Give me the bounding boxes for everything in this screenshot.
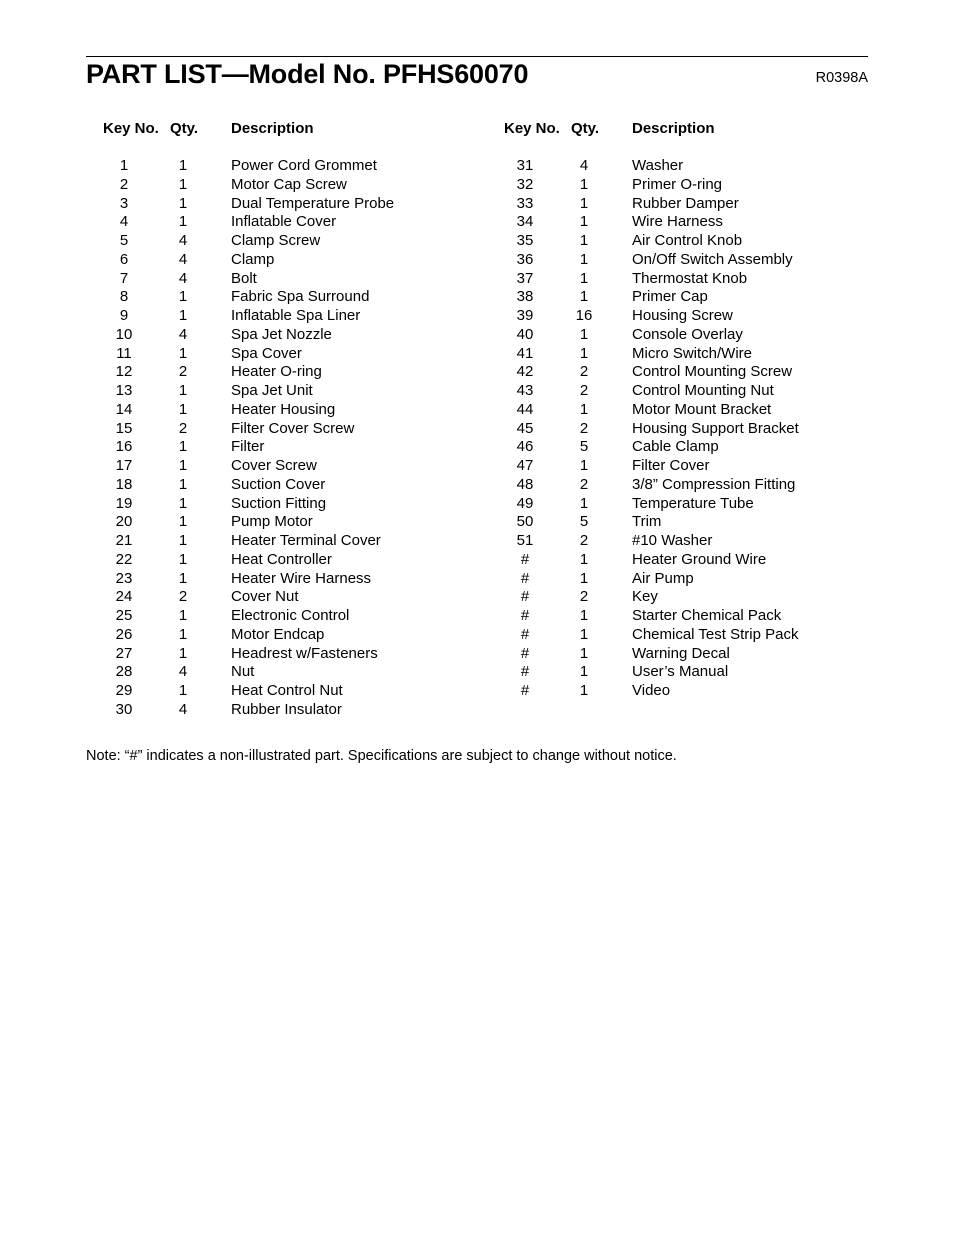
part-description: #10 Washer [632, 532, 713, 549]
table-row [487, 588, 887, 607]
part-key-no: 20 [115, 513, 133, 531]
part-key-no: # [520, 625, 530, 643]
part-key-no: 4 [119, 213, 129, 231]
part-qty: 5 [579, 513, 589, 531]
part-description: Key [632, 588, 658, 606]
table-row [487, 645, 887, 664]
table-row [487, 326, 887, 345]
part-qty: 1 [178, 550, 188, 568]
table-row [487, 663, 887, 682]
part-qty: 1 [178, 288, 188, 306]
part-key-no: 39 [516, 307, 534, 324]
part-qty: 1 [579, 682, 589, 699]
table-row [86, 532, 486, 551]
table-row [86, 345, 486, 364]
table-row [487, 438, 887, 457]
header-description: Description [231, 120, 314, 137]
part-key-no: # [520, 644, 530, 662]
table-row [487, 682, 887, 701]
header-description: Description [632, 120, 715, 137]
part-qty: 2 [579, 588, 589, 606]
part-qty: 5 [579, 438, 589, 456]
table-row [86, 645, 486, 664]
part-key-no: 33 [516, 194, 534, 212]
part-key-no: 23 [115, 569, 133, 587]
part-description: Micro Switch/Wire [632, 344, 753, 362]
part-description: Rubber Insulator [231, 700, 342, 718]
table-row [86, 420, 486, 439]
part-key-no: 18 [115, 475, 133, 493]
part-key-no: 8 [119, 288, 129, 306]
table-header [86, 119, 486, 139]
page-title: PART LIST—Model No. PFHS60070 [86, 59, 529, 89]
part-description: Bolt [231, 269, 257, 287]
part-description: Heat Controller [231, 550, 332, 568]
part-description: Motor Endcap [231, 625, 325, 643]
part-qty: 2 [579, 382, 589, 399]
part-key-no: 27 [115, 644, 133, 662]
table-row [86, 176, 486, 195]
part-qty: 1 [178, 400, 188, 418]
part-description: Control Mounting Nut [632, 382, 774, 399]
part-key-no: 30 [115, 700, 133, 718]
part-description: Suction Cover [231, 475, 326, 493]
part-key-no: 44 [516, 400, 534, 418]
part-key-no: 16 [115, 438, 133, 456]
part-key-no: 31 [516, 157, 534, 174]
part-key-no: 13 [115, 382, 133, 399]
part-key-no: 12 [115, 363, 133, 381]
part-qty: 1 [579, 644, 589, 662]
part-key-no: 28 [115, 663, 133, 681]
part-description: Cover Nut [231, 588, 299, 606]
part-qty: 1 [178, 644, 188, 662]
parts-table-left [86, 119, 486, 720]
part-key-no: 26 [115, 625, 133, 643]
table-row [487, 626, 887, 645]
part-description: Wire Harness [632, 213, 723, 231]
part-description: Control Mounting Screw [632, 363, 793, 381]
part-key-no: 14 [115, 400, 133, 418]
part-key-no: 38 [516, 288, 534, 306]
part-qty: 2 [178, 363, 188, 381]
part-description: Trim [632, 513, 662, 531]
part-description: Thermostat Knob [632, 269, 748, 287]
part-key-no: 19 [115, 494, 133, 512]
part-qty: 2 [579, 475, 589, 493]
part-qty: 4 [178, 700, 188, 718]
part-key-no: 40 [516, 325, 534, 343]
part-description: Primer Cap [632, 288, 708, 306]
table-row [487, 551, 887, 570]
table-row [487, 570, 887, 589]
part-qty: 1 [178, 532, 188, 549]
table-row [86, 551, 486, 570]
part-description: Heat Control Nut [231, 682, 343, 699]
table-header [487, 119, 887, 139]
part-description: Primer O-ring [632, 175, 723, 193]
part-description: 3/8” Compression Fitting [632, 475, 796, 493]
table-row [86, 363, 486, 382]
part-qty: 1 [178, 625, 188, 643]
part-key-no: 46 [516, 438, 534, 456]
table-row [86, 495, 486, 514]
part-description: Temperature Tube [632, 494, 754, 512]
part-qty: 1 [579, 213, 589, 231]
header-qty: Qty. [170, 120, 199, 137]
part-qty: 1 [178, 569, 188, 587]
part-description: User’s Manual [632, 663, 729, 681]
part-qty: 1 [178, 457, 188, 474]
part-description: Suction Fitting [231, 494, 327, 512]
part-description: Filter [231, 438, 265, 456]
part-qty: 1 [579, 325, 589, 343]
part-description: Heater Terminal Cover [231, 532, 381, 549]
table-row [487, 532, 887, 551]
table-row [86, 626, 486, 645]
part-key-no: 21 [115, 532, 133, 549]
part-qty: 4 [579, 157, 589, 174]
table-row [487, 401, 887, 420]
footnote: Note: “#” indicates a non-illustrated part. Specifications are subject to change without notice. [86, 748, 677, 764]
table-row [86, 607, 486, 626]
part-qty: 1 [178, 494, 188, 512]
part-description: Dual Temperature Probe [231, 194, 395, 212]
header-key-no: Key No. [103, 120, 159, 137]
table-row [86, 213, 486, 232]
part-qty: 4 [178, 325, 188, 343]
part-qty: 1 [178, 607, 188, 624]
part-description: Spa Jet Unit [231, 382, 313, 399]
table-row [86, 288, 486, 307]
part-description: Nut [231, 663, 255, 681]
part-description: Cable Clamp [632, 438, 719, 456]
part-description: Pump Motor [231, 513, 313, 531]
part-description: Air Pump [632, 569, 694, 587]
table-row [86, 457, 486, 476]
part-key-no: 25 [115, 607, 133, 624]
part-key-no: 17 [115, 457, 133, 474]
table-row [86, 438, 486, 457]
part-description: Air Control Knob [632, 232, 743, 249]
table-row [86, 588, 486, 607]
part-description: Power Cord Grommet [231, 157, 377, 174]
part-qty: 2 [178, 588, 188, 606]
table-row [86, 157, 486, 176]
part-key-no: 43 [516, 382, 534, 399]
part-description: Heater Ground Wire [632, 550, 767, 568]
header-key-no: Key No. [504, 120, 560, 137]
part-qty: 2 [178, 419, 188, 437]
table-row [487, 176, 887, 195]
table-row [487, 495, 887, 514]
part-key-no: 51 [516, 532, 534, 549]
table-row [487, 157, 887, 176]
part-description: Filter Cover [632, 457, 710, 474]
table-row [487, 270, 887, 289]
part-key-no: 6 [119, 250, 129, 268]
header-qty: Qty. [571, 120, 600, 137]
part-qty: 1 [579, 494, 589, 512]
parts-rows-left [86, 157, 486, 720]
part-qty: 4 [178, 250, 188, 268]
table-row [86, 382, 486, 401]
table-row [487, 382, 887, 401]
table-row [487, 288, 887, 307]
part-key-no: 1 [119, 157, 129, 174]
table-row [86, 251, 486, 270]
part-qty: 1 [178, 344, 188, 362]
table-row [487, 476, 887, 495]
part-qty: 4 [178, 269, 188, 287]
part-qty: 1 [579, 550, 589, 568]
part-key-no: # [520, 569, 530, 587]
part-key-no: 3 [119, 194, 129, 212]
part-key-no: # [520, 682, 530, 699]
part-description: Heater Wire Harness [231, 569, 372, 587]
part-qty: 1 [178, 513, 188, 531]
part-key-no: 22 [115, 550, 133, 568]
part-qty: 1 [579, 625, 589, 643]
part-key-no: 41 [516, 344, 534, 362]
part-key-no: 35 [516, 232, 534, 249]
table-row [86, 270, 486, 289]
part-description: Warning Decal [632, 644, 730, 662]
part-key-no: 10 [115, 325, 133, 343]
table-row [487, 232, 887, 251]
part-description: Inflatable Spa Liner [231, 307, 361, 324]
part-description: Washer [632, 157, 684, 174]
table-row [86, 326, 486, 345]
table-row [487, 513, 887, 532]
part-qty: 1 [178, 382, 188, 399]
part-qty: 1 [178, 194, 188, 212]
part-key-no: 45 [516, 419, 534, 437]
part-key-no: 37 [516, 269, 534, 287]
part-description: Chemical Test Strip Pack [632, 625, 799, 643]
part-key-no: # [520, 607, 530, 624]
part-description: Housing Support Bracket [632, 419, 799, 437]
parts-table-right [487, 119, 887, 701]
part-key-no: 2 [119, 175, 129, 193]
part-qty: 1 [579, 400, 589, 418]
table-row [86, 682, 486, 701]
table-row [86, 476, 486, 495]
part-qty: 1 [178, 175, 188, 193]
part-description: Motor Cap Screw [231, 175, 347, 193]
part-qty: 1 [178, 475, 188, 493]
part-key-no: 9 [119, 307, 129, 324]
part-key-no: 34 [516, 213, 534, 231]
part-qty: 16 [575, 307, 593, 324]
table-row [86, 663, 486, 682]
part-qty: 1 [178, 682, 188, 699]
part-key-no: 29 [115, 682, 133, 699]
part-qty: 1 [579, 569, 589, 587]
part-qty: 4 [178, 232, 188, 249]
table-row [86, 307, 486, 326]
part-qty: 2 [579, 419, 589, 437]
part-description: Video [632, 682, 671, 699]
part-key-no: 5 [119, 232, 129, 249]
part-description: Rubber Damper [632, 194, 739, 212]
part-key-no: 42 [516, 363, 534, 381]
part-key-no: # [520, 588, 530, 606]
part-key-no: 7 [119, 269, 129, 287]
table-row [487, 345, 887, 364]
table-row [86, 195, 486, 214]
part-description: Heater Housing [231, 400, 336, 418]
part-qty: 2 [579, 532, 589, 549]
part-description: Spa Cover [231, 344, 302, 362]
document-code: R0398A [815, 70, 868, 86]
part-description: Filter Cover Screw [231, 419, 355, 437]
part-qty: 1 [579, 288, 589, 306]
part-description: Cover Screw [231, 457, 317, 474]
part-qty: 4 [178, 663, 188, 681]
part-key-no: 32 [516, 175, 534, 193]
part-key-no: 47 [516, 457, 534, 474]
table-row [487, 251, 887, 270]
part-description: On/Off Switch Assembly [632, 250, 793, 268]
part-qty: 1 [579, 344, 589, 362]
table-row [86, 513, 486, 532]
part-description: Heater O-ring [231, 363, 322, 381]
part-qty: 1 [178, 213, 188, 231]
part-qty: 1 [579, 607, 589, 624]
part-qty: 1 [579, 250, 589, 268]
table-row [487, 607, 887, 626]
parts-rows-right [487, 157, 887, 701]
part-key-no: # [520, 663, 530, 681]
part-description: Housing Screw [632, 307, 733, 324]
table-row [487, 457, 887, 476]
part-qty: 1 [579, 269, 589, 287]
table-row [86, 232, 486, 251]
part-description: Fabric Spa Surround [231, 288, 370, 306]
part-qty: 1 [178, 307, 188, 324]
part-key-no: 49 [516, 494, 534, 512]
part-description: Starter Chemical Pack [632, 607, 782, 624]
table-row [86, 701, 486, 720]
part-key-no: 15 [115, 419, 133, 437]
part-key-no: 11 [116, 344, 132, 362]
part-qty: 1 [579, 663, 589, 681]
part-description: Console Overlay [632, 325, 743, 343]
part-description: Inflatable Cover [231, 213, 337, 231]
part-qty: 1 [579, 175, 589, 193]
part-qty: 2 [579, 363, 589, 381]
part-description: Spa Jet Nozzle [231, 325, 332, 343]
table-row [487, 307, 887, 326]
part-qty: 1 [579, 457, 589, 474]
part-qty: 1 [178, 438, 188, 456]
part-key-no: 36 [516, 250, 534, 268]
part-qty: 1 [178, 157, 188, 174]
part-description: Electronic Control [231, 607, 350, 624]
part-qty: 1 [579, 232, 589, 249]
part-key-no: # [520, 550, 530, 568]
part-qty: 1 [579, 194, 589, 212]
part-key-no: 24 [115, 588, 133, 606]
table-row [86, 570, 486, 589]
part-description: Motor Mount Bracket [632, 400, 772, 418]
table-row [487, 195, 887, 214]
table-row [86, 401, 486, 420]
table-row [487, 363, 887, 382]
part-description: Clamp [231, 250, 275, 268]
table-row [487, 420, 887, 439]
table-row [487, 213, 887, 232]
part-key-no: 50 [516, 513, 534, 531]
part-description: Clamp Screw [231, 232, 321, 249]
part-key-no: 48 [516, 475, 534, 493]
part-description: Headrest w/Fasteners [231, 644, 378, 662]
